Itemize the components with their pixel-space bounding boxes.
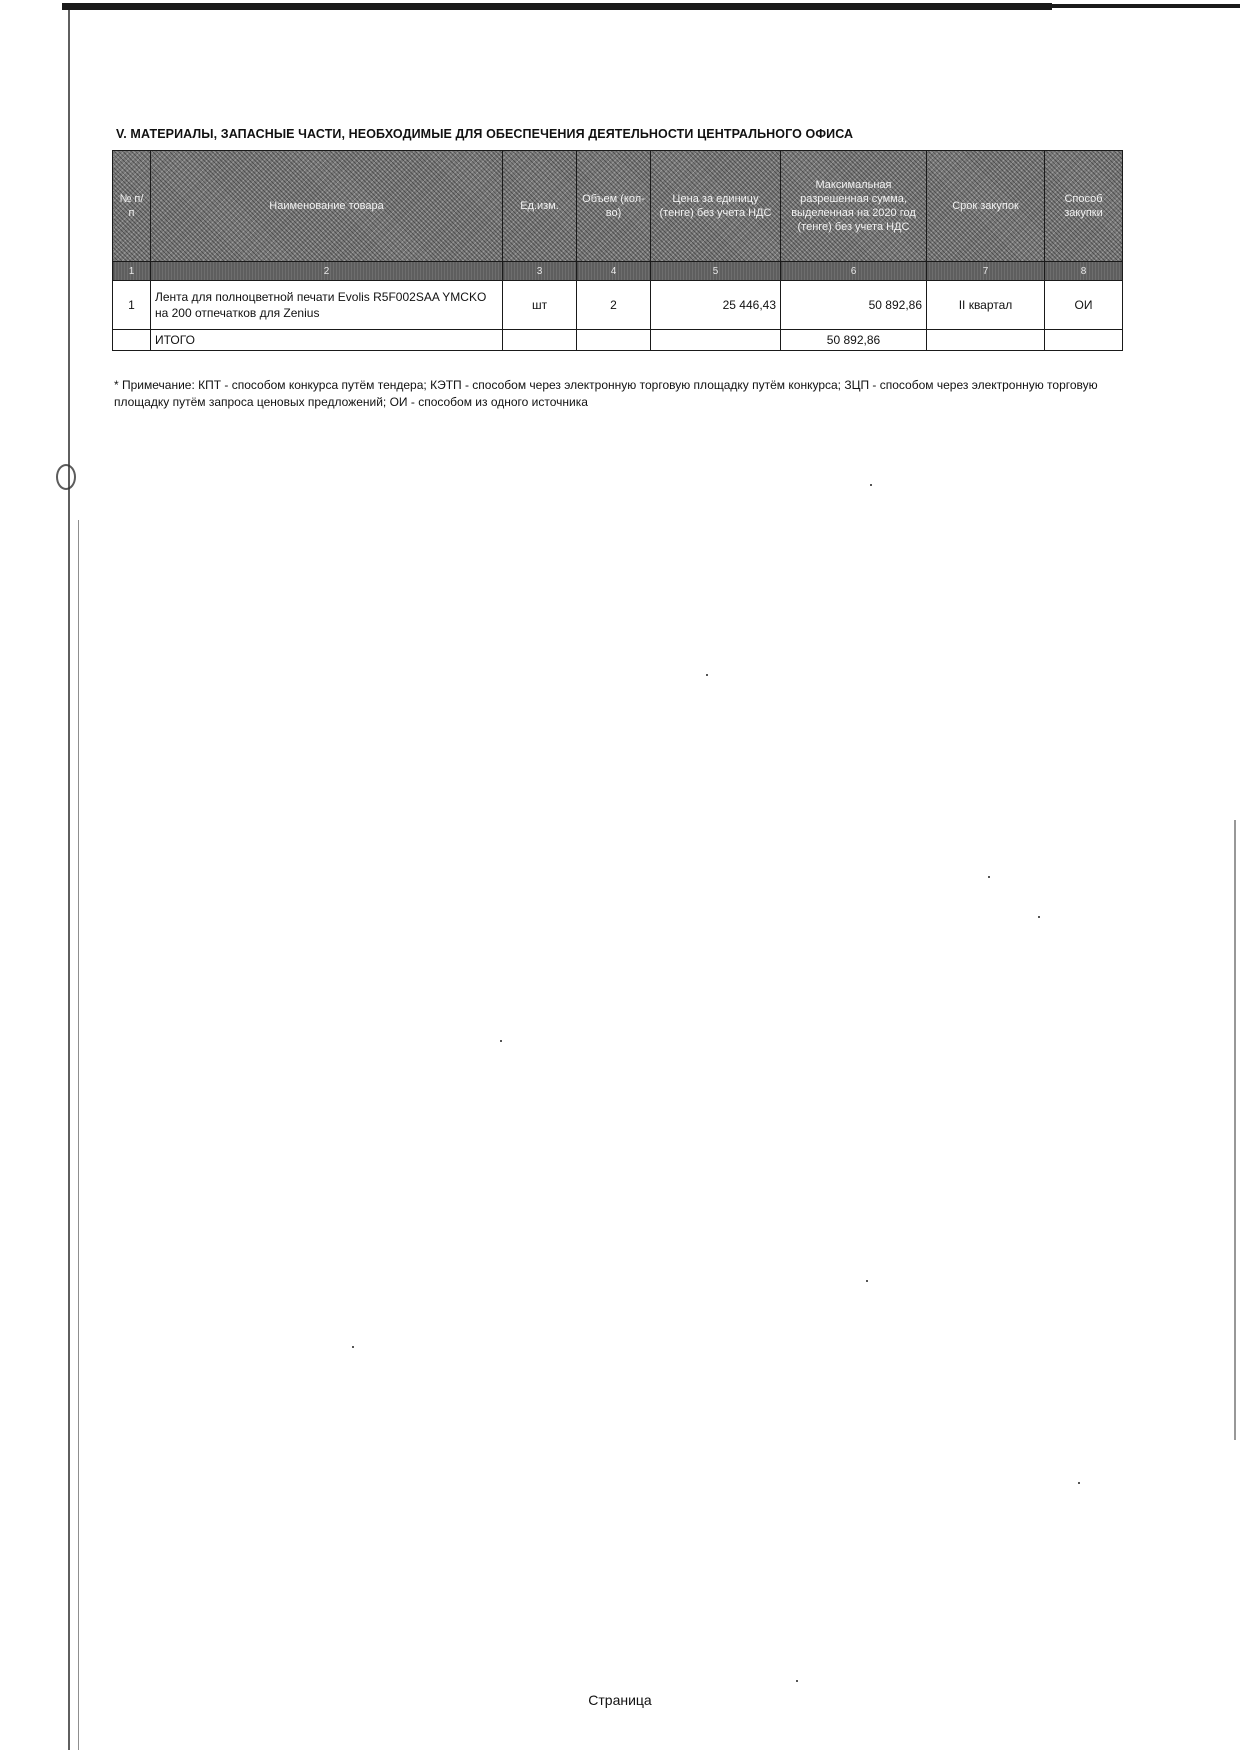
section-title: V. МАТЕРИАЛЫ, ЗАПАСНЫЕ ЧАСТИ, НЕОБХОДИМЫЕ ДЛЯ ОБЕСПЕЧЕНИЯ ДЕЯТЕЛЬНОСТИ ЦЕНТРАЛЬНОГО ОФИСА — [116, 127, 854, 141]
footnote: * Примечание: КПТ - способом конкурса путём тендера; КЭТП - способом через электронную торговую площадку путём конкурса; ЗЦП - способом через электронную торговую площадку путём запроса ценовых предложений; ОИ - способом из одного источника — [114, 378, 1098, 409]
column-number: 4 — [577, 262, 651, 281]
scan-speck — [796, 1680, 798, 1682]
scan-speck — [706, 674, 708, 676]
scan-edge-left-inner — [78, 520, 79, 1750]
scan-edge-right — [1234, 820, 1236, 1440]
column-number: 2 — [151, 262, 503, 281]
total-sum: 50 892,86 — [781, 330, 927, 351]
cell-no: 1 — [113, 281, 151, 330]
page-label: Страница — [588, 1692, 652, 1708]
cell-name: Лента для полноцветной печати Evolis R5F002SAA YMCKO на 200 отпечатков для Zenius — [151, 281, 503, 330]
scan-speck — [1038, 916, 1040, 918]
column-number: 5 — [651, 262, 781, 281]
header-period: Срок закупок — [927, 151, 1045, 262]
total-empty-cell — [113, 330, 151, 351]
scan-speck — [500, 1040, 502, 1042]
scan-speck — [352, 1346, 354, 1348]
total-empty-cell — [651, 330, 781, 351]
header-unit: Ед.изм. — [503, 151, 577, 262]
header-qty: Объем (кол-во) — [577, 151, 651, 262]
cell-unit: шт — [503, 281, 577, 330]
total-empty-cell — [1045, 330, 1123, 351]
purchase-table — [112, 150, 1123, 351]
table-row — [113, 281, 1123, 330]
header-method: Способ закупки — [1045, 151, 1123, 262]
table-header-row — [113, 151, 1123, 262]
column-number: 1 — [113, 262, 151, 281]
scan-edge-top — [62, 3, 1052, 10]
scan-edge-left — [68, 10, 70, 1750]
total-empty-cell — [577, 330, 651, 351]
cell-period: II квартал — [927, 281, 1045, 330]
total-empty-cell — [927, 330, 1045, 351]
cell-qty: 2 — [577, 281, 651, 330]
scan-edge-top-right — [1042, 4, 1240, 8]
scan-speck — [866, 1280, 868, 1282]
header-price: Цена за единицу (тенге) без учета НДС — [651, 151, 781, 262]
header-sum: Максимальная разрешенная сумма, выделенная на 2020 год (тенге) без учета НДС — [781, 151, 927, 262]
scan-speck — [1078, 1482, 1080, 1484]
cell-sum: 50 892,86 — [781, 281, 927, 330]
total-label: ИТОГО — [151, 330, 503, 351]
total-row — [113, 330, 1123, 351]
header-name: Наименование товара — [151, 151, 503, 262]
column-number: 7 — [927, 262, 1045, 281]
scan-speck — [988, 876, 990, 878]
cell-method: ОИ — [1045, 281, 1123, 330]
column-number: 6 — [781, 262, 927, 281]
scan-speck — [870, 484, 872, 486]
hole-punch-mark — [56, 464, 76, 490]
column-number-row — [113, 262, 1123, 281]
column-number: 3 — [503, 262, 577, 281]
column-number: 8 — [1045, 262, 1123, 281]
cell-price: 25 446,43 — [651, 281, 781, 330]
total-empty-cell — [503, 330, 577, 351]
header-no: № п/п — [113, 151, 151, 262]
